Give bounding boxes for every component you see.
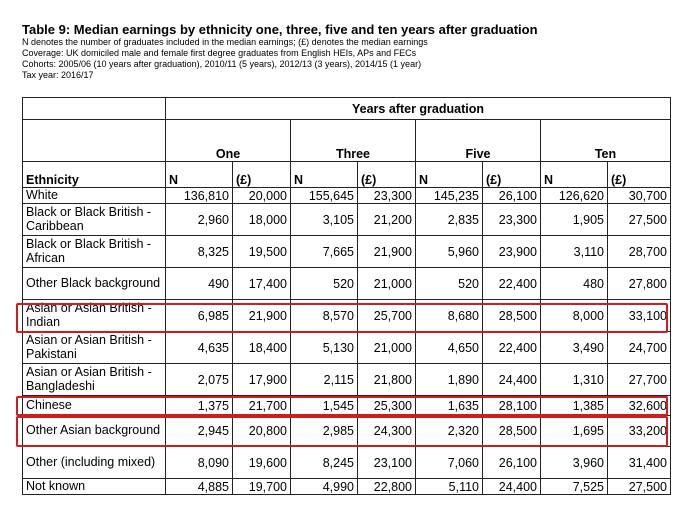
earnings-table	[22, 97, 671, 495]
earnings-cell: 23,100	[358, 447, 416, 479]
count-cell: 2,960	[166, 204, 233, 236]
earnings-cell: 24,400	[483, 364, 541, 396]
table-row	[23, 332, 671, 364]
earnings-cell: 21,700	[233, 396, 291, 416]
period-header: Five	[416, 120, 541, 162]
count-cell: 4,635	[166, 332, 233, 364]
note-line: Tax year: 2016/17	[22, 70, 94, 80]
n-header: N	[166, 162, 233, 188]
earnings-cell: 18,000	[233, 204, 291, 236]
n-header: N	[291, 162, 358, 188]
count-cell: 4,990	[291, 479, 358, 495]
count-cell: 4,885	[166, 479, 233, 495]
ethnicity-cell: Other Asian background	[23, 416, 166, 447]
earnings-cell: 28,700	[608, 236, 671, 268]
count-cell: 5,960	[416, 236, 483, 268]
group-header: Years after graduation	[166, 98, 671, 120]
earnings-cell: 24,700	[608, 332, 671, 364]
ethnicity-cell: Not known	[23, 479, 166, 495]
earnings-cell: 25,700	[358, 300, 416, 332]
ethnicity-header: Ethnicity	[23, 162, 166, 188]
earnings-header: (£)	[608, 162, 671, 188]
count-cell: 480	[541, 268, 608, 300]
n-header: N	[541, 162, 608, 188]
earnings-cell: 21,900	[233, 300, 291, 332]
period-header: Three	[291, 120, 416, 162]
earnings-cell: 28,100	[483, 396, 541, 416]
blank-cell	[23, 120, 166, 162]
earnings-header: (£)	[233, 162, 291, 188]
earnings-cell: 25,300	[358, 396, 416, 416]
count-cell: 1,375	[166, 396, 233, 416]
table-row	[23, 364, 671, 396]
earnings-cell: 23,300	[483, 204, 541, 236]
count-cell: 8,680	[416, 300, 483, 332]
count-cell: 8,000	[541, 300, 608, 332]
earnings-cell: 24,300	[358, 416, 416, 447]
count-cell: 3,490	[541, 332, 608, 364]
count-cell: 7,060	[416, 447, 483, 479]
earnings-cell: 19,700	[233, 479, 291, 495]
count-cell: 5,110	[416, 479, 483, 495]
count-cell: 520	[416, 268, 483, 300]
earnings-cell: 22,800	[358, 479, 416, 495]
count-cell: 6,985	[166, 300, 233, 332]
table-row	[23, 188, 671, 204]
count-cell: 8,245	[291, 447, 358, 479]
count-cell: 7,525	[541, 479, 608, 495]
earnings-cell: 19,500	[233, 236, 291, 268]
period-header: Ten	[541, 120, 671, 162]
ethnicity-cell: Other Black background	[23, 268, 166, 300]
count-cell: 4,650	[416, 332, 483, 364]
earnings-cell: 21,200	[358, 204, 416, 236]
count-cell: 5,130	[291, 332, 358, 364]
earnings-cell: 18,400	[233, 332, 291, 364]
count-cell: 1,695	[541, 416, 608, 447]
table-row	[23, 204, 671, 236]
earnings-cell: 19,600	[233, 447, 291, 479]
earnings-cell: 26,100	[483, 188, 541, 204]
count-cell: 490	[166, 268, 233, 300]
earnings-cell: 21,800	[358, 364, 416, 396]
count-cell: 8,570	[291, 300, 358, 332]
table-title: Table 9: Median earnings by ethnicity one, three, five and ten years after graduation	[22, 22, 538, 37]
earnings-cell: 28,500	[483, 416, 541, 447]
count-cell: 126,620	[541, 188, 608, 204]
earnings-cell: 30,700	[608, 188, 671, 204]
ethnicity-cell: Asian or Asian British - Bangladeshi	[23, 364, 166, 396]
count-cell: 8,325	[166, 236, 233, 268]
count-cell: 2,985	[291, 416, 358, 447]
count-cell: 1,890	[416, 364, 483, 396]
ethnicity-cell: Black or Black British - African	[23, 236, 166, 268]
count-cell: 7,665	[291, 236, 358, 268]
earnings-cell: 21,000	[358, 332, 416, 364]
earnings-cell: 28,500	[483, 300, 541, 332]
earnings-header: (£)	[483, 162, 541, 188]
earnings-cell: 20,000	[233, 188, 291, 204]
period-header: One	[166, 120, 291, 162]
table-row	[23, 396, 671, 416]
earnings-cell: 17,900	[233, 364, 291, 396]
ethnicity-cell: Black or Black British - Caribbean	[23, 204, 166, 236]
table-row	[23, 236, 671, 268]
note-line: Coverage: UK domiciled male and female first degree graduates from English HEIs, APs and FECs	[22, 48, 417, 58]
earnings-cell: 22,400	[483, 268, 541, 300]
count-cell: 1,310	[541, 364, 608, 396]
count-cell: 2,320	[416, 416, 483, 447]
earnings-cell: 21,000	[358, 268, 416, 300]
count-cell: 1,385	[541, 396, 608, 416]
earnings-cell: 33,200	[608, 416, 671, 447]
count-cell: 8,090	[166, 447, 233, 479]
count-cell: 3,110	[541, 236, 608, 268]
ethnicity-cell: White	[23, 188, 166, 204]
earnings-cell: 23,300	[358, 188, 416, 204]
count-cell: 1,635	[416, 396, 483, 416]
note-line: N denotes the number of graduates included in the median earnings; (£) denotes the median earnings	[22, 37, 428, 47]
ethnicity-cell: Chinese	[23, 396, 166, 416]
table-row	[23, 479, 671, 495]
earnings-cell: 22,400	[483, 332, 541, 364]
ethnicity-cell: Asian or Asian British - Indian	[23, 300, 166, 332]
earnings-cell: 17,400	[233, 268, 291, 300]
count-cell: 155,645	[291, 188, 358, 204]
earnings-cell: 26,100	[483, 447, 541, 479]
table-row	[23, 447, 671, 479]
earnings-cell: 20,800	[233, 416, 291, 447]
earnings-cell: 27,800	[608, 268, 671, 300]
table-row	[23, 416, 671, 447]
earnings-cell: 33,100	[608, 300, 671, 332]
earnings-cell: 21,900	[358, 236, 416, 268]
earnings-cell: 27,700	[608, 364, 671, 396]
earnings-header: (£)	[358, 162, 416, 188]
blank-cell	[23, 98, 166, 120]
count-cell: 2,835	[416, 204, 483, 236]
count-cell: 1,545	[291, 396, 358, 416]
earnings-cell: 23,900	[483, 236, 541, 268]
count-cell: 136,810	[166, 188, 233, 204]
count-cell: 3,960	[541, 447, 608, 479]
earnings-cell: 27,500	[608, 204, 671, 236]
ethnicity-cell: Other (including mixed)	[23, 447, 166, 479]
count-cell: 520	[291, 268, 358, 300]
earnings-cell: 27,500	[608, 479, 671, 495]
count-cell: 2,945	[166, 416, 233, 447]
count-cell: 1,905	[541, 204, 608, 236]
table-row	[23, 300, 671, 332]
ethnicity-cell: Asian or Asian British - Pakistani	[23, 332, 166, 364]
n-header: N	[416, 162, 483, 188]
earnings-cell: 31,400	[608, 447, 671, 479]
count-cell: 145,235	[416, 188, 483, 204]
table-row	[23, 268, 671, 300]
count-cell: 2,075	[166, 364, 233, 396]
table-heading	[22, 22, 538, 81]
note-line: Cohorts: 2005/06 (10 years after graduation), 2010/11 (5 years), 2012/13 (3 years), 2014/15 (1 year)	[22, 59, 422, 69]
earnings-cell: 32,600	[608, 396, 671, 416]
count-cell: 2,115	[291, 364, 358, 396]
count-cell: 3,105	[291, 204, 358, 236]
earnings-cell: 24,400	[483, 479, 541, 495]
